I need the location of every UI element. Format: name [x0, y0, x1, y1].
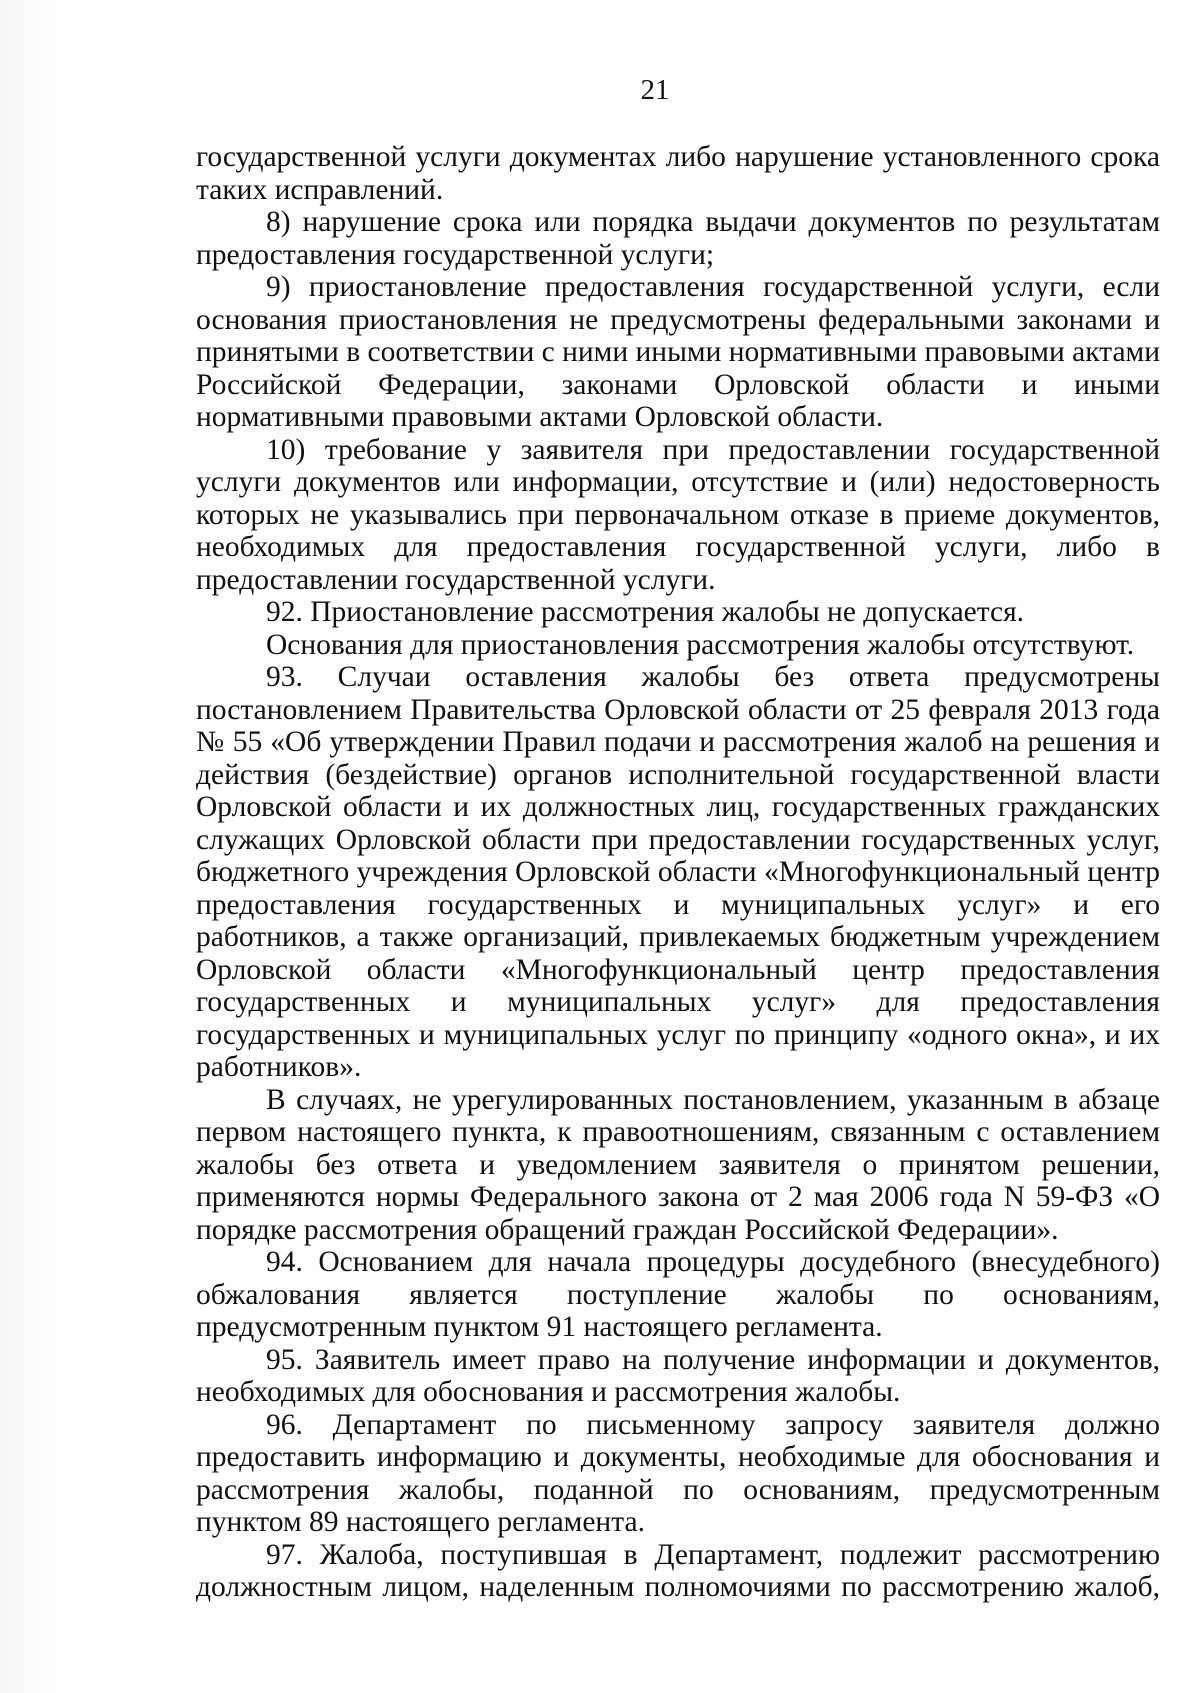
paragraph-93-cases: В случаях, не урегулированных постановлением, указанным в абзаце первом настоящего пункта, к правоотношениям, связанным с оставлением жалобы без ответа и уведомлением заявителя о принятом решении, применяются нормы Федерального закона от 2 мая 2006 года N 59-ФЗ «О порядке рассмотрения обращений граждан Российской Федерации». [196, 1083, 1160, 1246]
document-body [196, 141, 1160, 1604]
paragraph-96: 96. Департамент по письменному запросу заявителя должно предоставить информацию и документы, необходимые для обоснования и рассмотрения жалобы, поданной по основаниям, предусмотренным пунктом 89 настоящего регламента. [196, 1408, 1160, 1538]
paragraph-97: 97. Жалоба, поступившая в Департамент, подлежит рассмотрению должностным лицом, наделенным полномочиями по рассмотрению жалоб, [196, 1538, 1160, 1603]
paragraph-item-10: 10) требование у заявителя при предоставлении государственной услуги документов или информации, отсутствие и (или) недостоверность которых не указывались при первоначальном отказе в приеме документов, необходимых для предоставления государственной услуги, либо в предоставлении государственной услуги. [196, 433, 1160, 596]
paragraph-92-grounds: Основания для приостановления рассмотрения жалобы отсутствуют. [266, 628, 1135, 661]
paragraph-92: 92. Приостановление рассмотрения жалобы не допускается. [266, 596, 1025, 628]
paragraph-94: 94. Основанием для начала процедуры досудебного (внесудебного) обжалования является поступление жалобы по основаниям, предусмотренным пунктом 91 настоящего регламента. [196, 1246, 1160, 1343]
paragraph-item-8: 8) нарушение срока или порядка выдачи документов по результатам предоставления государственной услуги; [196, 206, 1160, 271]
scan-edge-shadow [0, 0, 60, 1693]
paragraph-continuation: государственной услуги документах либо нарушение установленного срока таких исправлений. [196, 141, 1160, 206]
paragraph-95: 95. Заявитель имеет право на получение информации и документов, необходимых для обоснования и рассмотрения жалобы. [196, 1343, 1160, 1408]
page-number: 21 [640, 74, 670, 106]
paragraph-93: 93. Случаи оставления жалобы без ответа предусмотрены постановлением Правительства Орловской области от 25 февраля 2013 года № 55 «Об утверждении Правил подачи и рассмотрения жалоб на решения и действия (бездействие) органов исполнительной государственной власти Орловской области и их должностных лиц, государственных гражданских служащих Орловской области при предоставлении государственных услуг, бюджетного учреждения Орловской области «Многофункциональный центр предоставления государственных и муниципальных услуг» и его работников, а также организаций, привлекаемых бюджетным учреждением Орловской области «Многофункциональный центр предоставления государственных и муниципальных услуг» для предоставления государственных и муниципальных услуг по принципу «одного окна», и их работников». [196, 661, 1160, 1083]
paragraph-item-9: 9) приостановление предоставления государственной услуги, если основания приостановления не предусмотрены федеральными законами и принятыми в соответствии с ними иными нормативными правовыми актами Российской Федерации, законами Орловской области и иными нормативными правовыми актами Орловской области. [196, 271, 1160, 433]
